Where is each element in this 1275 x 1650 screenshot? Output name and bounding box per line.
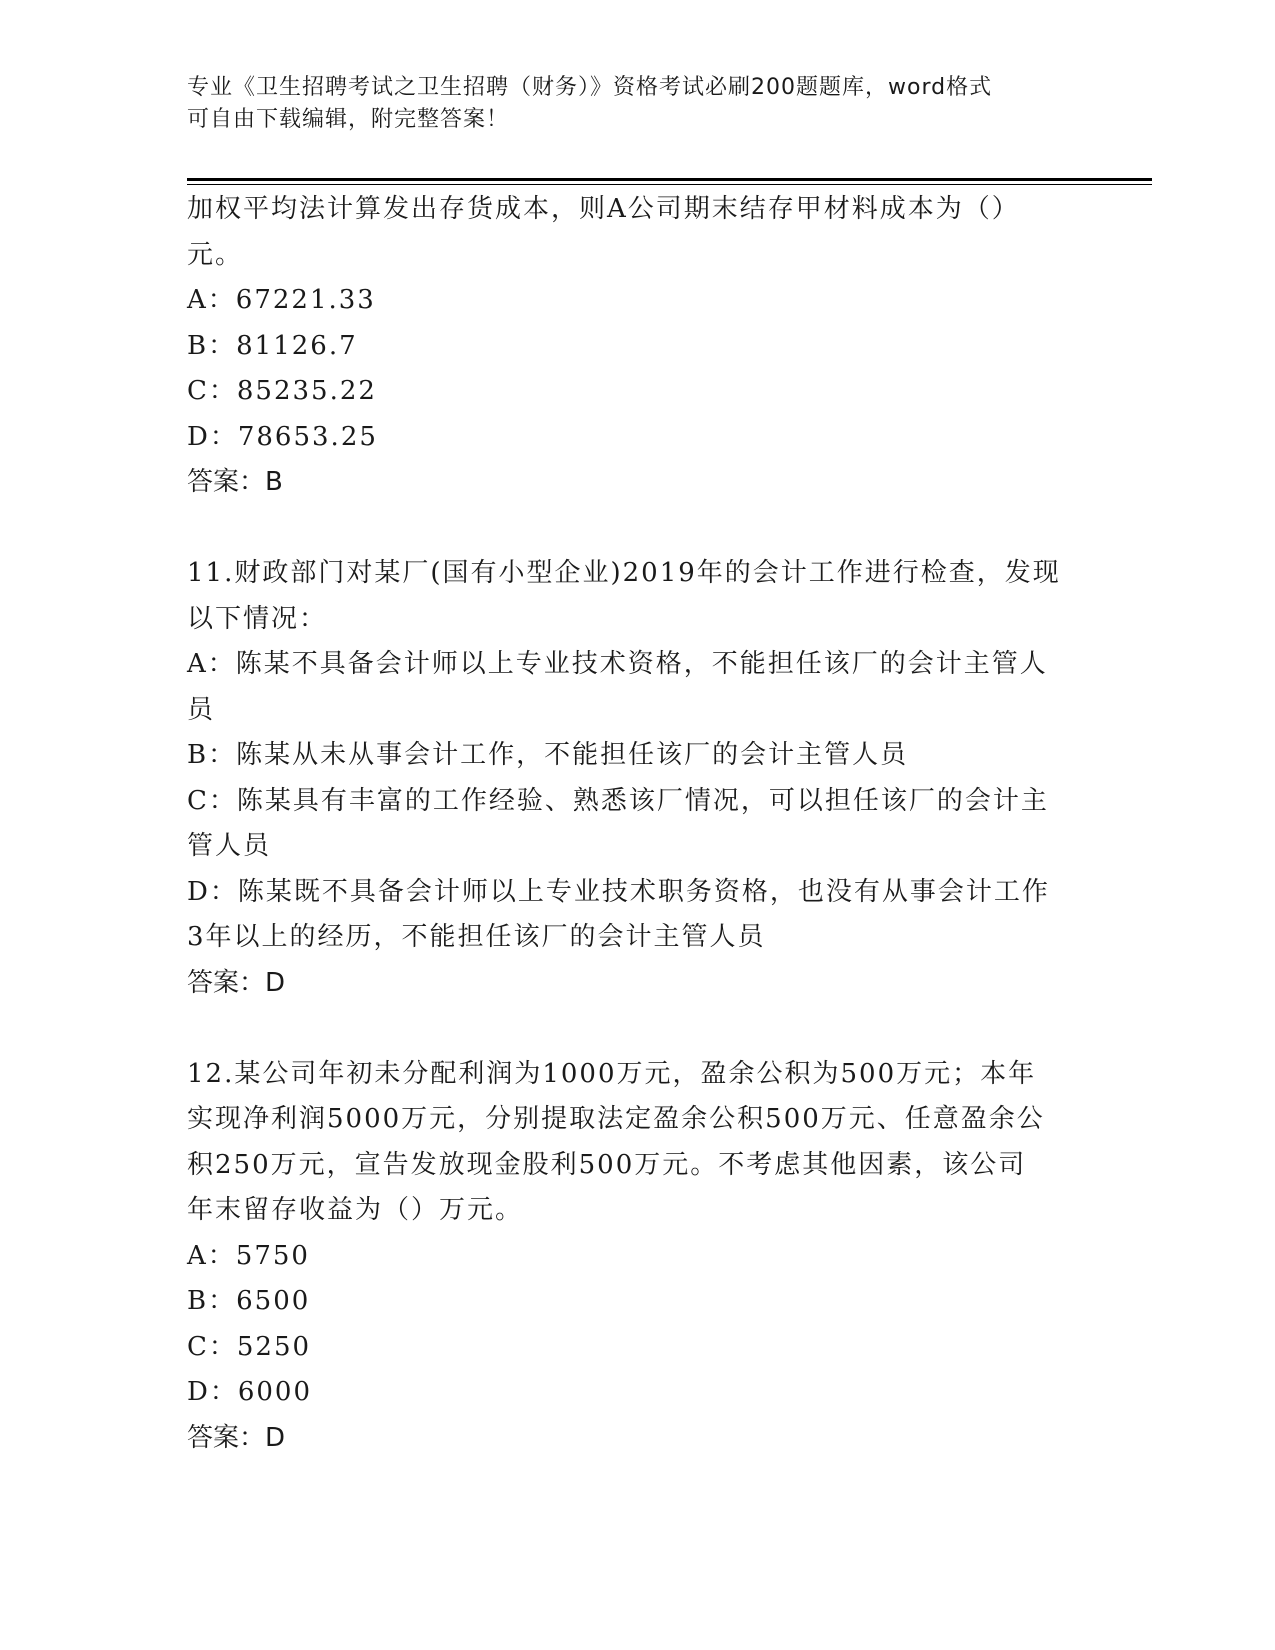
header-line-1: 专业《卫生招聘考试之卫生招聘（财务）》资格考试必刷200题题库，word格式 — [187, 75, 993, 100]
document-body — [187, 187, 1077, 1461]
question-stem-line: 实现净利润5000万元，分别提取法定盈余公积500万元、任意盈余公 — [187, 1104, 1045, 1134]
question-12 — [187, 1052, 1077, 1462]
option-d: D：陈某既不具备会计师以上专业技术职务资格，也没有从事会计工作 — [187, 876, 1050, 907]
question-stem-line: 12.某公司年初未分配利润为1000万元，盈余公积为500万元；本年 — [187, 1058, 1037, 1089]
question-stem-line: 以下情况： — [187, 603, 328, 634]
question-stem-line: 年末留存收益为（）万元。 — [187, 1195, 524, 1225]
option-a-continued: 员 — [187, 694, 216, 725]
question-stem-line: 积250万元，宣告发放现金股利500万元。不考虑其他因素，该公司 — [187, 1149, 1027, 1180]
header-divider-thin — [187, 184, 1152, 185]
header-divider-thick — [187, 178, 1152, 181]
option-c: C：5250 — [187, 1331, 312, 1362]
option-d: D：6000 — [187, 1377, 313, 1407]
question-11 — [187, 551, 1077, 1006]
header-line-2: 可自由下载编辑，附完整答案！ — [187, 107, 510, 132]
question-spacer — [187, 1006, 1077, 1052]
answer-line: 答案：D — [187, 967, 286, 998]
option-b: B：6500 — [187, 1286, 311, 1316]
question-stem-line: 元。 — [187, 239, 244, 270]
option-a: A：5750 — [187, 1240, 310, 1271]
option-d-continued: 3年以上的经历，不能担任该厂的会计主管人员 — [187, 922, 766, 952]
option-a: A：陈某不具备会计师以上专业技术资格，不能担任该厂的会计主管人 — [187, 649, 1048, 679]
option-b: B：81126.7 — [187, 330, 358, 361]
question-stem-line: 11.财政部门对某厂(国有小型企业)2019年的会计工作进行检查，发现 — [187, 558, 1061, 588]
option-c-continued: 管人员 — [187, 831, 272, 861]
question-stem-line: 加权平均法计算发出存货成本，则A公司期末结存甲材料成本为（） — [187, 194, 1020, 224]
document-header — [187, 72, 1067, 136]
option-b: B：陈某从未从事会计工作，不能担任该厂的会计主管人员 — [187, 740, 909, 770]
option-c: C：陈某具有丰富的工作经验、熟悉该厂情况，可以担任该厂的会计主 — [187, 785, 1049, 816]
option-c: C：85235.22 — [187, 376, 377, 406]
question-10 — [187, 187, 1077, 506]
option-d: D：78653.25 — [187, 421, 378, 452]
answer-line: 答案：D — [187, 1422, 286, 1453]
question-spacer — [187, 506, 1077, 552]
answer-line: 答案：B — [187, 467, 283, 497]
option-a: A：67221.33 — [187, 285, 376, 315]
